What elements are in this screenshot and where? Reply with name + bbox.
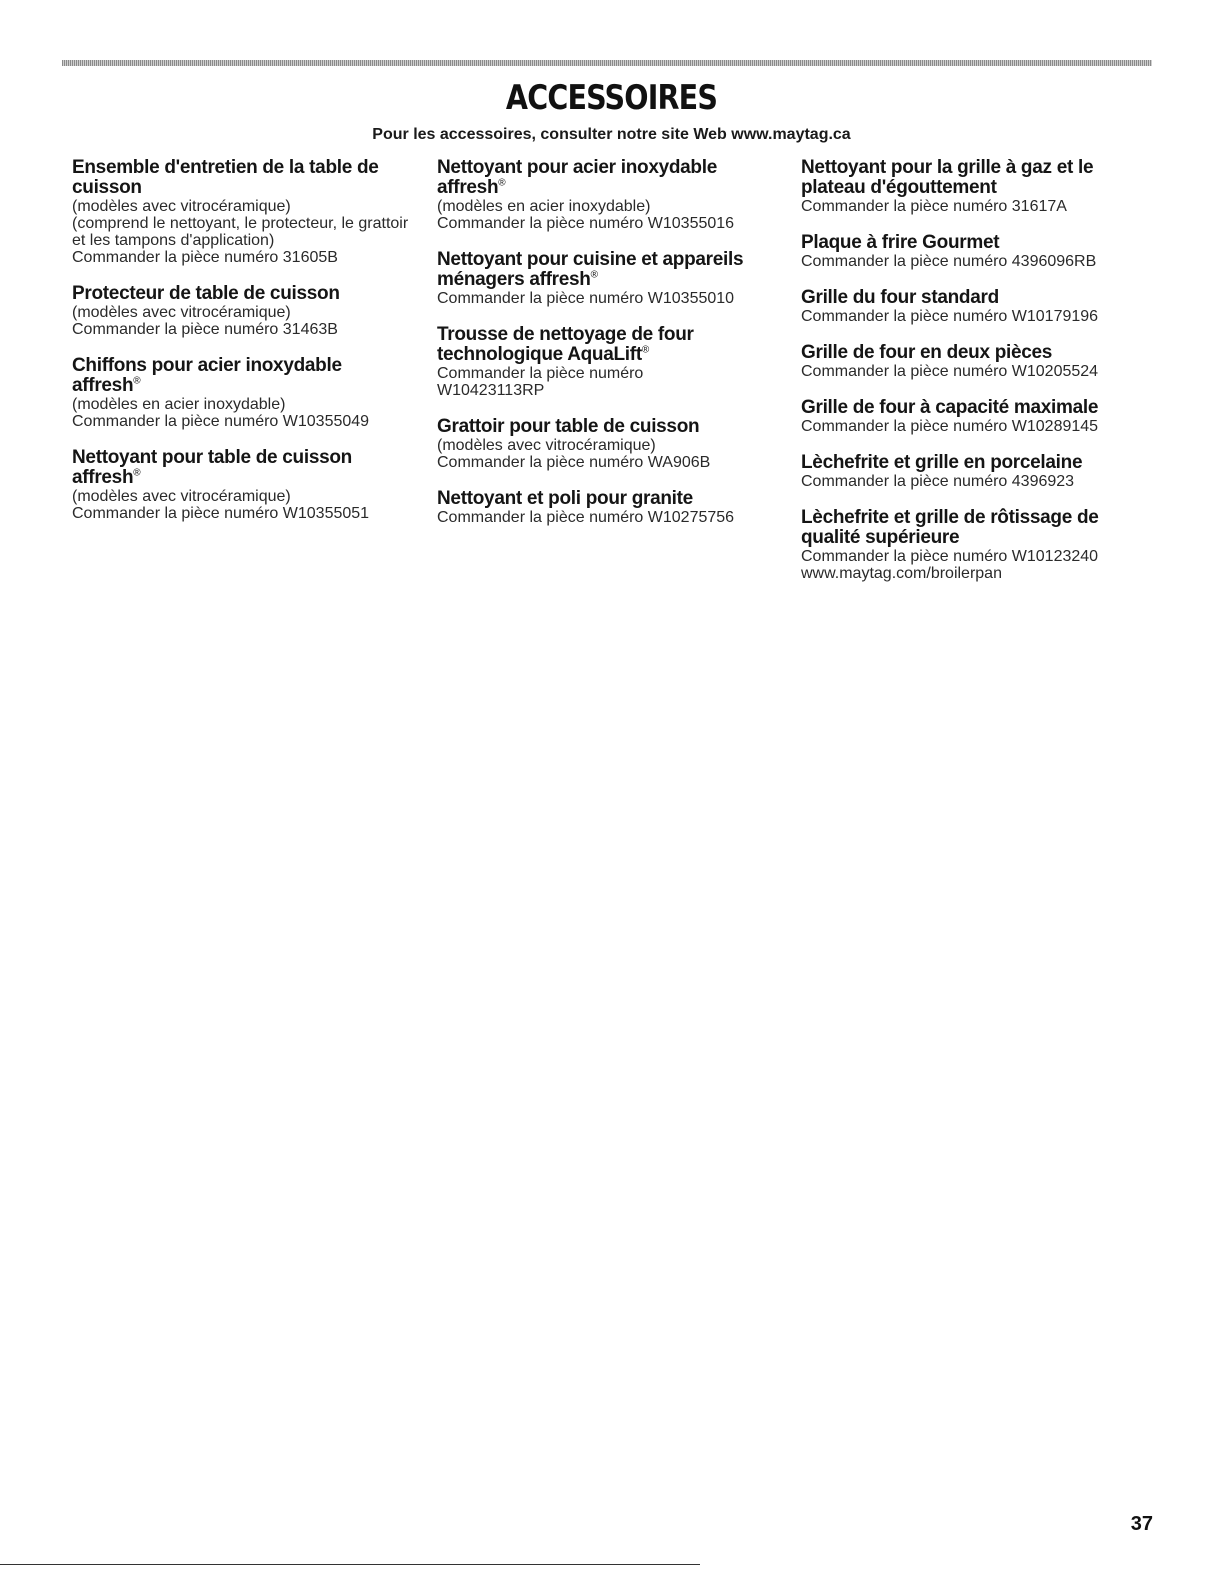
accessory-detail: (modèles avec vitrocéramique) xyxy=(72,304,291,321)
accessory-detail: Commander la pièce numéro W10179196 xyxy=(801,308,1099,325)
accessory-item xyxy=(72,448,412,522)
accessory-detail: Commander la pièce numéro 31463B xyxy=(72,321,338,338)
accessory-detail: (modèles en acier inoxydable) xyxy=(437,198,651,215)
accessory-item xyxy=(437,158,782,232)
accessory-item xyxy=(437,489,782,526)
accessory-detail: (modèles en acier inoxydable) xyxy=(72,396,286,413)
accessory-detail: (modèles avec vitrocéramique) xyxy=(437,437,656,454)
accessory-detail: Commander la pièce numéro W10355049 xyxy=(72,413,370,430)
accessory-title xyxy=(437,250,782,290)
accessory-item xyxy=(72,284,412,338)
accessory-title xyxy=(72,158,412,198)
column-1 xyxy=(72,158,412,540)
accessory-detail: Commander la pièce numéro W10355010 xyxy=(437,290,735,307)
accessory-title xyxy=(801,343,1146,363)
accessory-title xyxy=(437,417,782,437)
accessory-detail: Commander la pièce numéro W10205524 xyxy=(801,363,1099,380)
accessory-detail: Commander la pièce numéro 31617A xyxy=(801,198,1067,215)
accessory-item xyxy=(72,356,412,430)
accessory-title-text: Nettoyant et poli pour granite xyxy=(437,488,693,509)
accessory-title xyxy=(801,288,1146,308)
accessory-detail: (modèles avec vitrocéramique) xyxy=(72,198,291,215)
registered-mark: ® xyxy=(133,375,141,387)
accessory-title xyxy=(801,233,1146,253)
accessory-item xyxy=(801,453,1146,490)
accessory-title-text: Grille du four standard xyxy=(801,287,999,308)
accessory-title-text: Grille de four à capacité maximale xyxy=(801,397,1099,418)
top-rule xyxy=(62,60,1152,66)
accessory-item xyxy=(801,398,1146,435)
accessory-title xyxy=(437,158,782,198)
page-subtitle: Pour les accessoires, consulter notre site Web www.maytag.ca xyxy=(372,126,851,143)
accessory-title xyxy=(437,325,782,365)
accessory-item xyxy=(437,417,782,471)
accessory-detail: Commander la pièce numéro W10275756 xyxy=(437,509,735,526)
registered-mark: ® xyxy=(133,467,141,479)
accessory-title-text: Lèchefrite et grille de rôtissage de qualité supérieure xyxy=(801,507,1099,548)
accessory-title xyxy=(72,448,412,488)
registered-mark: ® xyxy=(590,269,598,281)
page-number: 37 xyxy=(1130,1513,1153,1535)
accessory-item xyxy=(437,250,782,307)
accessory-item xyxy=(801,288,1146,325)
accessory-title xyxy=(801,453,1146,473)
accessory-title xyxy=(437,489,782,509)
accessory-title-text: Trousse de nettoyage de four technologique AquaLift xyxy=(437,324,694,365)
accessory-detail: (comprend le nettoyant, le protecteur, le grattoir et les tampons d'application) xyxy=(72,215,409,249)
accessory-detail: Commander la pièce numéro W10289145 xyxy=(801,418,1099,435)
accessory-title-text: Protecteur de table de cuisson xyxy=(72,283,340,304)
accessory-item xyxy=(801,233,1146,270)
accessory-item xyxy=(801,158,1146,215)
accessory-title xyxy=(801,398,1146,418)
accessory-title-text: Plaque à frire Gourmet xyxy=(801,232,1000,253)
accessory-title-text: Ensemble d'entretien de la table de cuisson xyxy=(72,157,379,198)
accessory-title-text: Nettoyant pour table de cuisson affresh xyxy=(72,447,352,488)
column-3 xyxy=(801,158,1146,600)
accessory-title xyxy=(801,158,1146,198)
accessory-item xyxy=(801,343,1146,380)
accessory-title xyxy=(801,508,1146,548)
accessory-item xyxy=(72,158,412,266)
accessory-title-text: Chiffons pour acier inoxydable affresh xyxy=(72,355,342,396)
accessory-detail: Commander la pièce numéro xyxy=(437,365,644,382)
accessory-title-text: Nettoyant pour la grille à gaz et le plateau d'égouttement xyxy=(801,157,1094,198)
accessory-title xyxy=(72,356,412,396)
accessory-detail: Commander la pièce numéro 4396096RB xyxy=(801,253,1097,270)
accessory-item xyxy=(801,508,1146,582)
accessory-title-text: Lèchefrite et grille en porcelaine xyxy=(801,452,1083,473)
accessory-title-text: Nettoyant pour acier inoxydable affresh xyxy=(437,157,717,198)
accessory-detail: Commander la pièce numéro 4396923 xyxy=(801,473,1075,490)
bottom-rule xyxy=(0,1564,700,1565)
accessory-detail: www.maytag.com/broilerpan xyxy=(801,565,1002,582)
accessory-title-text: Nettoyant pour cuisine et appareils ménagers affresh xyxy=(437,249,744,290)
accessory-detail: Commander la pièce numéro WA906B xyxy=(437,454,711,471)
page-title: ACCESSOIRES xyxy=(505,78,718,118)
accessory-title-text: Grille de four en deux pièces xyxy=(801,342,1053,363)
column-2 xyxy=(437,158,782,544)
accessory-title xyxy=(72,284,412,304)
accessory-detail: Commander la pièce numéro W10123240 xyxy=(801,548,1099,565)
accessory-detail: Commander la pièce numéro W10355051 xyxy=(72,505,370,522)
accessory-title-text: Grattoir pour table de cuisson xyxy=(437,416,700,437)
accessory-detail: (modèles avec vitrocéramique) xyxy=(72,488,291,505)
accessory-detail: W10423113RP xyxy=(437,382,545,399)
registered-mark: ® xyxy=(498,177,506,189)
accessory-item xyxy=(437,325,782,399)
accessory-detail: Commander la pièce numéro W10355016 xyxy=(437,215,735,232)
accessory-detail: Commander la pièce numéro 31605B xyxy=(72,249,338,266)
registered-mark: ® xyxy=(641,344,649,356)
